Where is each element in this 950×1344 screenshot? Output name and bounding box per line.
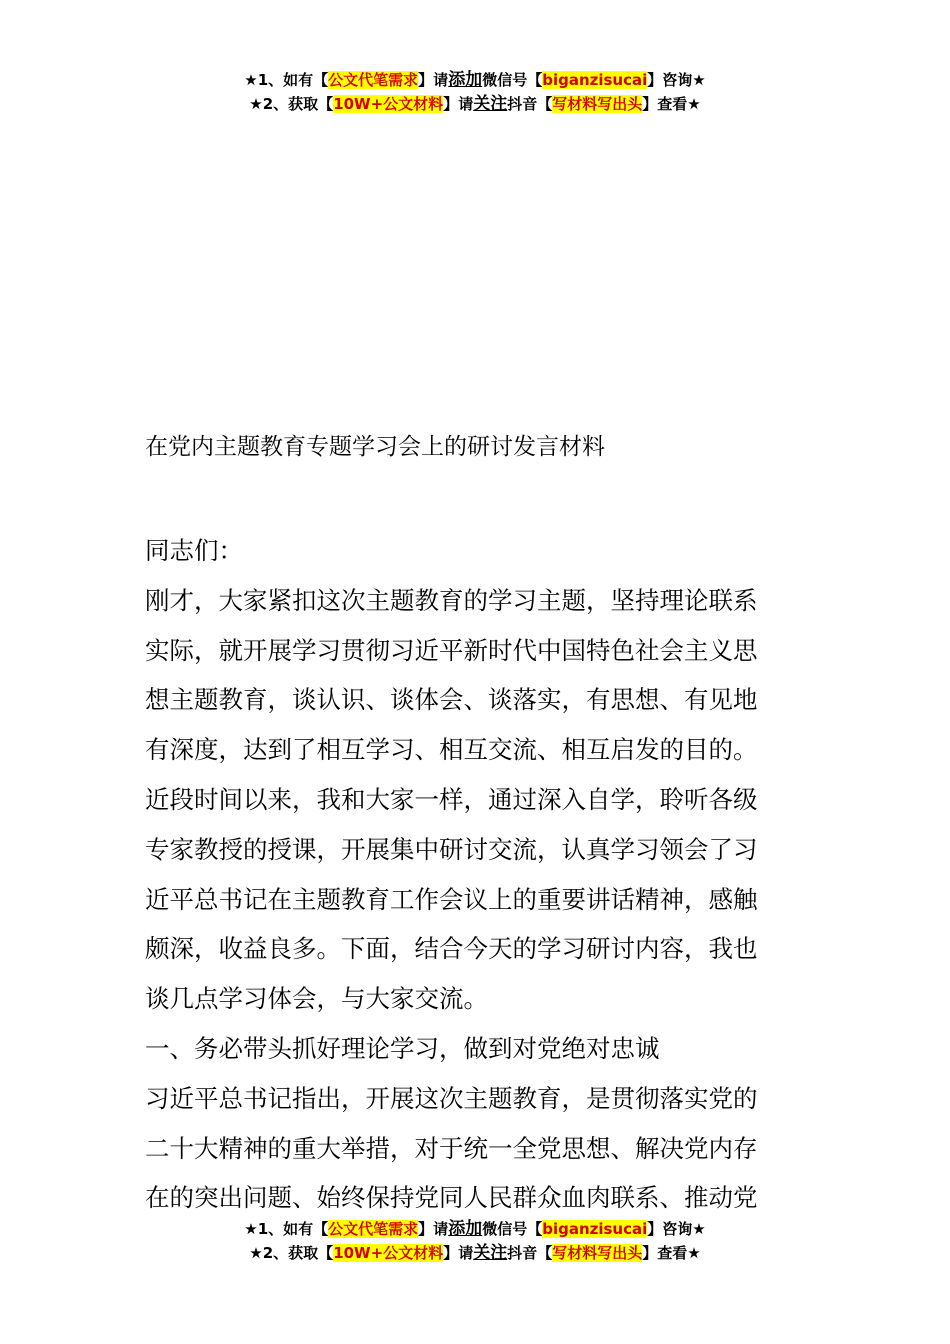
banner-line-1: ★1、如有【公文代笔需求】请添加微信号【biganzisucai】咨询★ bbox=[244, 1219, 706, 1239]
highlight-materials: 10W+公文材料 bbox=[333, 1244, 444, 1262]
body-line: 近平总书记在主题教育工作会议上的重要讲话精神，感触 bbox=[145, 884, 758, 914]
highlight-service: 公文代笔需求 bbox=[328, 1220, 419, 1238]
body-line: 习近平总书记指出，开展这次主题教育，是贯彻落实党的 bbox=[145, 1083, 758, 1113]
document-body bbox=[145, 526, 815, 1223]
body-line: 近段时间以来，我和大家一样，通过深入自学，聆听各级 bbox=[145, 784, 758, 814]
highlight-douyin-id: 写材料写出头 bbox=[552, 95, 643, 113]
section-heading: 一、务必带头抓好理论学习，做到对党绝对忠诚 bbox=[145, 1033, 660, 1063]
highlight-service: 公文代笔需求 bbox=[328, 71, 419, 89]
highlight-wechat-id: biganzisucai bbox=[542, 71, 648, 89]
document-title: 在党内主题教育专题学习会上的研讨发言材料 bbox=[145, 434, 605, 460]
body-line: 谈几点学习体会，与大家交流。 bbox=[145, 984, 488, 1014]
body-line: 实际，就开展学习贯彻习近平新时代中国特色社会主义思 bbox=[145, 635, 758, 665]
highlight-wechat-id: biganzisucai bbox=[542, 1220, 648, 1238]
body-line: 同志们： bbox=[145, 536, 243, 565]
banner-line-1: ★1、如有【公文代笔需求】请添加微信号【biganzisucai】咨询★ bbox=[244, 70, 706, 90]
banner-line-2: ★2、获取【10W+公文材料】请关注抖音【写材料写出头】查看★ bbox=[249, 1243, 701, 1263]
body-line: 想主题教育，谈认识、谈体会、谈落实，有思想、有见地 bbox=[145, 685, 758, 715]
highlight-materials: 10W+公文材料 bbox=[333, 95, 444, 113]
body-line: 在的突出问题、始终保持党同人民群众血肉联系、推动党 bbox=[145, 1183, 758, 1213]
footer-banner bbox=[0, 1217, 950, 1265]
header-banner bbox=[0, 68, 950, 116]
body-line: 刚才，大家紧扣这次主题教育的学习主题，坚持理论联系 bbox=[145, 585, 758, 615]
highlight-douyin-id: 写材料写出头 bbox=[552, 1244, 643, 1262]
body-line: 专家教授的授课，开展集中研讨交流，认真学习领会了习 bbox=[145, 834, 758, 864]
body-line: 颇深，收益良多。下面，结合今天的学习研讨内容，我也 bbox=[145, 934, 758, 964]
body-line: 有深度，达到了相互学习、相互交流、相互启发的目的。 bbox=[145, 735, 758, 765]
banner-line-2: ★2、获取【10W+公文材料】请关注抖音【写材料写出头】查看★ bbox=[249, 94, 701, 114]
body-line: 二十大精神的重大举措，对于统一全党思想、解决党内存 bbox=[145, 1133, 758, 1163]
